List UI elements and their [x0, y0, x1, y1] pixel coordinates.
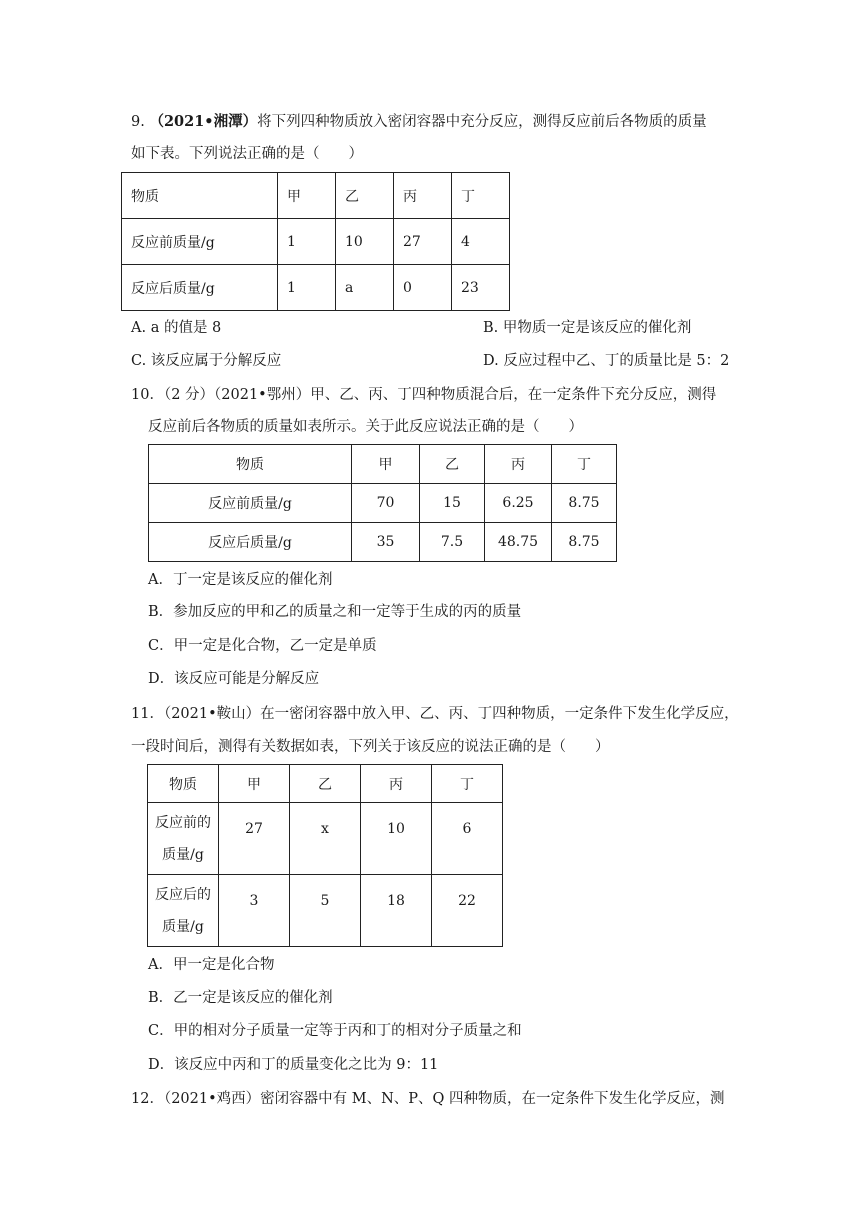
- q10-cell: 8.75: [552, 484, 617, 523]
- q12-text-1: 12．（2021•鸡西）密闭容器中有 M、N、P、Q 四种物质，在一定条件下发生化学反应，测: [131, 1091, 725, 1107]
- table-row: [148, 875, 503, 947]
- q11-cell: 27: [219, 803, 290, 875]
- q10-cell: 6.25: [485, 484, 552, 523]
- q9-th-yi: 乙: [336, 173, 394, 219]
- q9-source: （2021•湘潭）: [149, 113, 258, 130]
- q11-row2-label: [148, 875, 219, 947]
- q9-option-c: C. 该反应属于分解反应: [131, 353, 282, 369]
- q11-cell: 10: [361, 803, 432, 875]
- q11-cell: 5: [290, 875, 361, 947]
- q11-cell: x: [290, 803, 361, 875]
- q10-option-b: B．参加反应的甲和乙的质量之和一定等于生成的丙的质量: [148, 604, 522, 620]
- q11-th-substance: 物质: [148, 765, 219, 803]
- q11-table: [147, 764, 503, 947]
- q9-line-1: [131, 112, 707, 132]
- q11-th-bing: 丙: [361, 765, 432, 803]
- q9-cell: 27: [394, 219, 452, 265]
- q10-th-ding: 丁: [552, 445, 617, 484]
- q9-table-header-row: [122, 173, 510, 219]
- q11-option-a: A．甲一定是化合物: [148, 957, 275, 973]
- q9-option-d: D. 反应过程中乙、丁的质量比是 5：2: [483, 353, 730, 369]
- q10-th-yi: 乙: [420, 445, 485, 484]
- table-row: [149, 484, 617, 523]
- q11-th-jia: 甲: [219, 765, 290, 803]
- q10-option-c: C．甲一定是化合物，乙一定是单质: [148, 638, 377, 654]
- q9-th-ding: 丁: [452, 173, 510, 219]
- q10-cell: 48.75: [485, 523, 552, 562]
- q11-table-header-row: [148, 765, 503, 803]
- q9-table: [121, 172, 510, 311]
- q11-row1-label-a: 反应前的: [155, 815, 211, 831]
- q10-cell: 8.75: [552, 523, 617, 562]
- q10-table: [148, 444, 617, 562]
- q11-option-b: B．乙一定是该反应的催化剂: [148, 990, 333, 1006]
- q10-table-header-row: [149, 445, 617, 484]
- q11-row1-label-b: 质量/g: [162, 847, 204, 863]
- q9-cell: 1: [278, 265, 336, 311]
- q10-cell: 15: [420, 484, 485, 523]
- q11-th-ding: 丁: [432, 765, 503, 803]
- q9-option-a: A. a 的值是 8: [131, 320, 222, 336]
- q10-th-jia: 甲: [352, 445, 420, 484]
- q11-cell: 18: [361, 875, 432, 947]
- table-row: [149, 523, 617, 562]
- q9-cell: 10: [336, 219, 394, 265]
- q9-th-bing: 丙: [394, 173, 452, 219]
- table-row: [122, 219, 510, 265]
- q11-cell: 6: [432, 803, 503, 875]
- q10-cell: 反应后质量/g: [149, 523, 352, 562]
- q10-text-2: 反应前后各物质的质量如表所示。关于此反应说法正确的是（ ）: [148, 419, 583, 435]
- q9-cell: 4: [452, 219, 510, 265]
- q11-text-2: 一段时间后，测得有关数据如表，下列关于该反应的说法正确的是（ ）: [131, 739, 610, 755]
- q9-cell: 1: [278, 219, 336, 265]
- q9-text-2: 如下表。下列说法正确的是（ ）: [131, 146, 363, 162]
- q9-text-1: 将下列四种物质放入密闭容器中充分反应，测得反应前后各物质的质量: [257, 114, 707, 130]
- q9-cell: 0: [394, 265, 452, 311]
- table-row: [148, 803, 503, 875]
- table-row: [122, 265, 510, 311]
- q11-cell: 22: [432, 875, 503, 947]
- q10-cell: 7.5: [420, 523, 485, 562]
- q10-th-bing: 丙: [485, 445, 552, 484]
- q10-option-d: D．该反应可能是分解反应: [148, 671, 320, 687]
- q9-cell: 反应前质量/g: [122, 219, 278, 265]
- q11-option-c: C．甲的相对分子质量一定等于丙和丁的相对分子质量之和: [148, 1023, 522, 1039]
- q11-cell: 3: [219, 875, 290, 947]
- q9-th-jia: 甲: [278, 173, 336, 219]
- q9-number: 9.: [131, 114, 145, 130]
- q9-cell: 23: [452, 265, 510, 311]
- q11-th-yi: 乙: [290, 765, 361, 803]
- q9-cell: a: [336, 265, 394, 311]
- q11-option-d: D．该反应中丙和丁的质量变化之比为 9：11: [148, 1057, 439, 1073]
- q11-row2-label-a: 反应后的: [155, 887, 211, 903]
- q9-th-substance: 物质: [122, 173, 278, 219]
- q10-cell: 35: [352, 523, 420, 562]
- q11-text-1: 11．（2021•鞍山）在一密闭容器中放入甲、乙、丙、丁四种物质，一定条件下发生化学反应，: [131, 706, 739, 722]
- q11-row1-label: [148, 803, 219, 875]
- q10-text-1: 10．（2 分）（2021•鄂州）甲、乙、丙、丁四种物质混合后，在一定条件下充分反应，测得: [131, 387, 717, 403]
- q11-row2-label-b: 质量/g: [162, 919, 204, 935]
- q10-option-a: A．丁一定是该反应的催化剂: [148, 572, 333, 588]
- q10-th-substance: 物质: [149, 445, 352, 484]
- q9-option-b: B. 甲物质一定是该反应的催化剂: [483, 320, 692, 336]
- q9-cell: 反应后质量/g: [122, 265, 278, 311]
- q10-cell: 70: [352, 484, 420, 523]
- q10-cell: 反应前质量/g: [149, 484, 352, 523]
